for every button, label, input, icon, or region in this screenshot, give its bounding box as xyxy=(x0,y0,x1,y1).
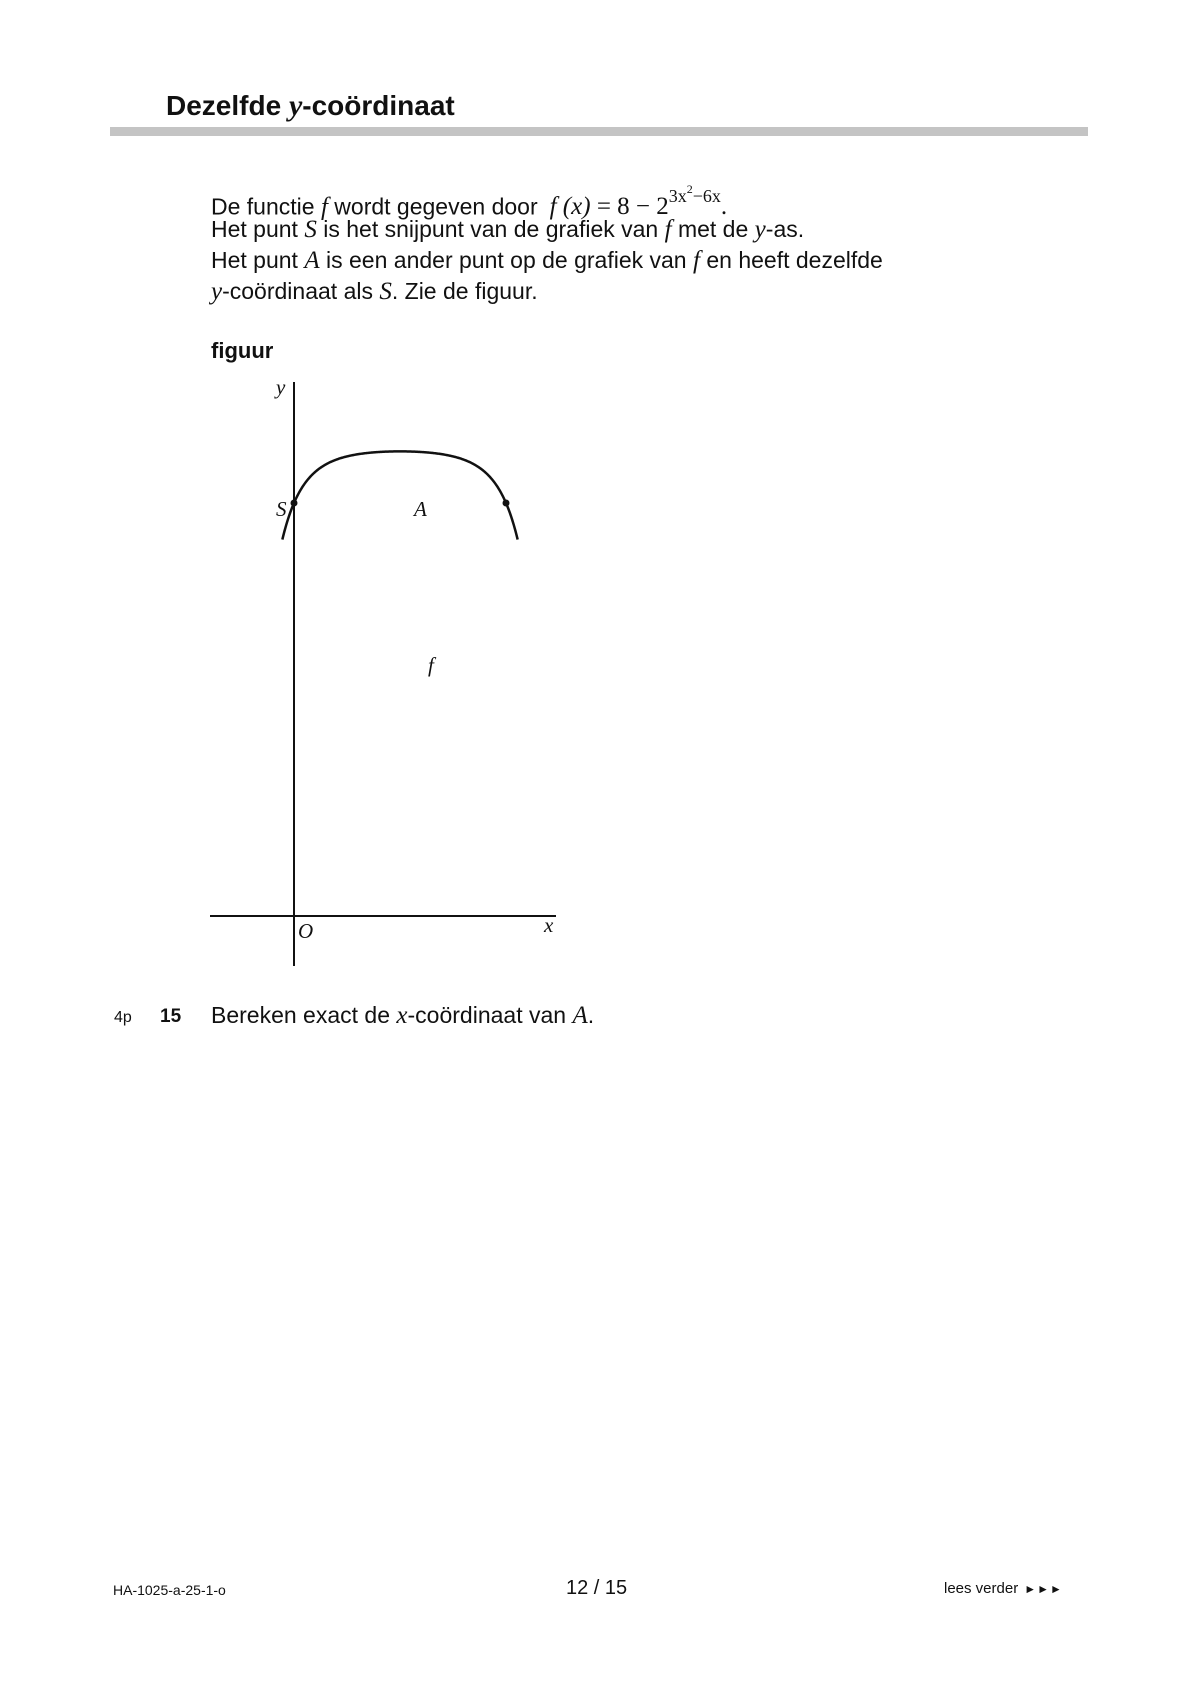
math-var: S xyxy=(379,278,392,305)
formula-lhs: f (x) xyxy=(549,193,591,221)
figure-label: figuur xyxy=(211,338,274,363)
question-number: 15 xyxy=(160,1006,182,1027)
text-fragment: en heeft dezelfde xyxy=(699,247,883,273)
text-fragment: is het snijpunt van de grafiek van xyxy=(316,216,665,242)
text-fragment: -coördinaat als xyxy=(222,278,380,304)
footer-page-number: 12 / 15 xyxy=(566,1577,628,1599)
text-fragment: Bereken exact de xyxy=(211,1002,397,1028)
point-a-label: A xyxy=(414,497,427,521)
text-fragment: -coördinaat van xyxy=(407,1002,573,1028)
text-fragment: Het punt xyxy=(211,247,305,273)
point-a xyxy=(503,500,510,507)
y-axis-label: y xyxy=(276,375,286,399)
exponent-square: 2 xyxy=(686,182,693,196)
exponent-part: 3x xyxy=(668,186,687,206)
formula-rhs: = 8 − 2 xyxy=(590,193,669,221)
point-s-label: S xyxy=(276,497,287,521)
text-fragment: . xyxy=(587,1002,595,1028)
math-var: f xyxy=(320,193,328,221)
point-s xyxy=(291,500,298,507)
intro-line-3 xyxy=(211,245,883,276)
section-title-suffix: -coördinaat xyxy=(302,90,455,121)
math-var: S xyxy=(304,216,317,243)
formula-period: . xyxy=(720,193,728,221)
text-fragment: De functie xyxy=(211,193,321,220)
text-fragment: -as. xyxy=(765,216,805,242)
text-fragment: is een ander punt op de grafiek van xyxy=(319,247,693,273)
text-fragment: wordt gegeven door xyxy=(327,193,538,220)
section-title-prefix: Dezelfde xyxy=(166,90,289,121)
footer-continue-text: lees verder xyxy=(944,1580,1019,1597)
question-text xyxy=(211,1000,594,1031)
section-title-var: y xyxy=(288,89,303,122)
footer-exam-code: HA-1025-a-25-1-o xyxy=(113,1582,226,1598)
text-fragment: met de xyxy=(671,216,755,242)
question-points: 4p xyxy=(114,1009,132,1026)
text-fragment: Het punt xyxy=(211,216,305,242)
x-axis-label: x xyxy=(544,913,554,937)
function-graph xyxy=(200,372,580,972)
footer-continue xyxy=(944,1578,1063,1600)
curve-label: f xyxy=(428,653,434,677)
math-var: A xyxy=(304,247,320,274)
origin-label: O xyxy=(298,919,314,943)
exponent-part: −6x xyxy=(692,186,721,206)
formula-exponent xyxy=(668,182,721,206)
intro-line-2 xyxy=(211,214,804,245)
text-fragment: . Zie de figuur. xyxy=(391,278,538,304)
intro-line-4 xyxy=(211,276,538,307)
math-var: f xyxy=(693,247,700,274)
math-var: x xyxy=(396,1002,408,1029)
continue-arrows-icon: ►►► xyxy=(1024,1582,1063,1596)
section-title xyxy=(166,86,455,126)
math-var: y xyxy=(754,216,766,243)
function-curve xyxy=(282,451,517,539)
title-divider xyxy=(110,127,1088,136)
math-var: y xyxy=(211,278,223,305)
math-var: f xyxy=(664,216,672,243)
math-var: A xyxy=(572,1002,588,1029)
